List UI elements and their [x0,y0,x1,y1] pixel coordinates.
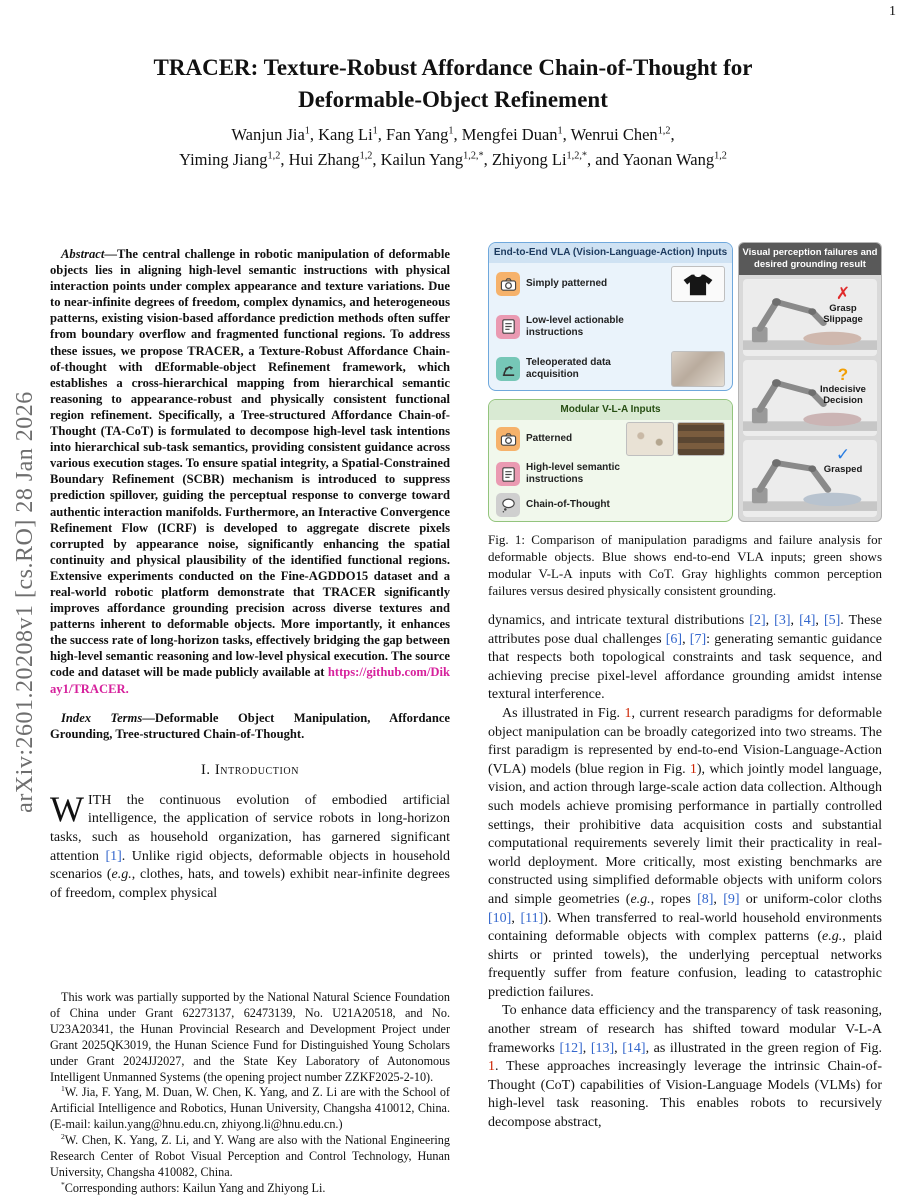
index-terms-text: —Deformable Object Manipulation, Affordance Grounding, Tree-structured Chain-of-Thought. [50,710,450,741]
list-icon [496,462,520,486]
mvla-item-row [489,458,732,489]
check-mark: ✓ [835,445,851,465]
abstract-label: Abstract [61,247,105,261]
scene-label: Indecisive Decision [820,383,866,406]
perception-failure-panel [738,242,882,522]
vla-inputs-box [488,242,733,391]
patterned-cloth-photos [626,422,725,456]
modular-vla-box-title: Modular V-L-A Inputs [489,400,732,420]
footnote-corresponding: *Corresponding authors: Kailun Yang and Zhiyong Li. [61,1179,326,1195]
figure-1-caption: Fig. 1: Comparison of manipulation paradigms and failure analysis for deformable objects. Blue shows end-to-end VLA inputs; green shows modular V-L-A inputs with CoT. Gray highlights common perception failures versus desired physically consistent grounding. [488,532,882,598]
vla-item-row [489,263,732,305]
vla-item-label: Simply patterned [526,278,608,290]
page-number: 1 [889,4,896,19]
author-list [60,122,846,172]
mvla-item-row [489,490,732,521]
figure-1 [488,242,882,522]
scene-grasped [743,440,877,517]
scene-label: Grasped [823,464,863,476]
body-paragraph: dynamics, and intricate textural distributions [2], [3], [4], [5]. These attributes pose dual challenges [6], [7]: generating semantic guidance that respects both topological constraints and task sequence, and achieving precise pixel-level affordance grounding amidst intense textural interference. [488,613,883,703]
vla-item-label: Low-level actionable instructions [526,314,624,338]
paper-title-line-2: Deformable-Object Refinement [298,87,608,112]
plaid-cloth-photo [677,422,725,456]
floral-cloth-photo [626,422,674,456]
camera-icon [496,272,520,296]
robot-icon [496,357,520,381]
authors-line-2: Yiming Jiang$^{1,2}$, Hui Zhang$^{1,2}$, Kailun Yang$^{1,2,*}$, Zhiyong $Li^{1,2,*}$, and Yaonan Wang$^{1,2}$ [179,150,727,169]
scene-label: Grasp Slippage [823,303,863,325]
footnote-funding: This work was partially supported by the National Natural Science Foundation of China under Grant 62273137, 62473139, No. U21A20518, and No. U23A20341, the Hunan Provincial Research and Development Project under Grant 2025QK3019, the Hunan Science Fund for Distinguished Young Scholars under Grant 2024JJ2027, and the State Key Laboratory of Autonomous Intelligent Unmanned Systems (the opening project number ZZKF2025-2-10). [50,990,450,1084]
scene-tag [811,446,875,475]
mvla-item-label: Patterned [526,433,573,445]
perception-panel-title: Visual perception failures and desired grounding result [739,243,881,275]
footnote-affiliation-1: $^1$W. Jia, F. Yang, M. Duan, W. Chen, K. Yang, and Z. Li are with the School of Artificial Intelligence and Robotics, Hunan University, Changsha 410012, China. (E-mail: kailun.yang@hnu.edu.cn, zhiyong.li@hnu.edu.cn.) [50,1084,450,1132]
footnote-affiliation-2: $^2$W. Chen, K. Yang, Z. Li, and Y. Wang are also with the National Engineering Research Center of Robot Visual Perception and Control Technology, Hunan University, Changsha 410082, China. [50,1132,450,1179]
paper-title [60,52,846,116]
source-code-link[interactable]: https://github.com/Dikay1/TRACER. [50,665,450,696]
right-column [488,242,882,1133]
index-terms-paragraph [50,710,450,742]
thought-icon [496,493,520,517]
camera-icon [496,427,520,451]
intro-paragraph [50,788,450,904]
authors-line-1: Wanjun Jia$^1$, Kang Li$^1$, Fan Yang$^1$, Mengfei Duan$^1$, Wenrui Chen$^{1,2}$, [231,125,675,144]
tshirt-photo [671,266,725,302]
modular-vla-inputs-box [488,399,733,522]
teleop-cloth-photo [671,351,725,387]
failure-x-mark: ✗ [835,284,851,303]
footnotes [50,990,450,1197]
arxiv-watermark: arXiv:2601.20208v1 [cs.RO] 28 Jan 2026 [12,391,38,813]
paper-title-line-1: TRACER: Texture-Robust Affordance Chain-of-Thought for [153,55,753,80]
body-paragraph: To enhance data efficiency and the transparency of task reasoning, another stream of research has shifted toward modular V-L-A frameworks [12], [13], [14], as illustrated in the green region of Fig. 1. These approaches increasingly leverage the intrinsic Chain-of-Thought (CoT) capabilities of Vision-Language Models (VLMs) for high-level task reasoning. This enables robots to recursively decompose abstract, [488,1003,882,1131]
mvla-item-row [489,420,732,458]
scene-tag [811,285,875,325]
body-paragraph: As illustrated in Fig. 1, current research paradigms for deformable object manipulation can be broadly categorized into two streams. The first paradigm is represented by end-to-end Vision-Language-Action (VLA) models (blue region in Fig. 1), which jointly model language, vision, and action through large-scale action data collection. Although such models achieve promising performance in partially controlled settings, their prohibitive data acquisition costs and substantial computational requirements severely limit their practicality in real-world deployment. More critically, most existing benchmarks are constructed using simplified deformable objects with uniform colors and simple geometries (e.g., ropes [8], [9] or uniform-color cloths [10], [11]). When transferred to real-world household environments containing deformable objects with complex patterns (e.g., plaid shirts or printed towels), the underlying perceptual networks frequently suffer from feature confusion, leading to catastrophic prediction failures. [488,705,883,1000]
scene-grasp-slippage [743,279,877,356]
intro-paragraph-text: ITH the continuous evolution of embodied artificial intelligence, the application of service robots in long-horizon tasks, such as household organization, has garnered significant attention [1]. Unlike rigid objects, deformable objects in household scenarios (e.g., clothes, hats, and towels) exhibit near-infinite degrees of freedom, complex physical [50,792,450,901]
vla-item-label: Teleoperated data acquisition [526,357,611,381]
vla-item-row [489,305,732,347]
scene-tag [811,366,875,406]
abstract-paragraph [50,246,450,697]
left-column [50,246,450,903]
mvla-item-label: Chain-of-Thought [526,499,610,511]
scene-indecisive-decision [743,360,877,437]
figure-input-panels [488,242,733,522]
mvla-item-label: High-level semantic instructions [526,462,620,486]
section-heading-introduction: I. Introduction [200,761,300,778]
question-mark: ? [837,364,849,384]
list-icon [496,315,520,339]
vla-item-row [489,348,732,390]
vla-box-title: End-to-End VLA (Vision-Language-Action) Inputs [489,243,732,263]
dropcap: W [50,788,84,829]
abstract-text: —The central challenge in robotic manipulation of deformable objects lies in aligning high-level semantic instructions with physical interaction points under complex appearance and texture variations. Due to near-infinite degrees of freedom, complex dynamics, and heterogeneous patterns, existing vision-based affordance prediction methods often suffer from boundary overflow and fragmented functional regions. To address these issues, we propose TRACER, a Texture-Robust Affordance Chain-of-thought with dEformable-object Refinement framework, which establishes a cross-hierarchical mapping from hierarchical semantic reasoning to appearance-robust and physically consistent functional region refinement. Specifically, a Tree-structured Affordance Chain-of-Thought (TA-CoT) is formulated to decompose high-level task intentions into hierarchical sub-task semantics, providing consistent guidance across various execution stages. To ensure spatial integrity, a Spatial-Constrained Boundary Refinement (SCBR) mechanism is introduced to suppress prediction spillover, guiding the perceptual response to converge toward authentic interaction manifolds. Furthermore, an Interactive Convergence Refinement Flow (ICRF) is developed to aggregate discrete pixels corrupted by appearance noise, significantly enhancing the spatial continuity and physical plausibility of the identified functional regions. Extensive experiments conducted on the Fine-AGDDO15 dataset and a real-world robotic platform demonstrate that TRACER significantly improves affordance grounding precision across diverse textures and patterns inherent to deformable objects. More importantly, it enhances the success rate of long-horizon tasks, effectively bridging the gap between high-level semantic reasoning and low-level physical execution. The source code and dataset will be made publicly available at [50,247,450,680]
index-terms-label: Index Terms [61,710,143,725]
